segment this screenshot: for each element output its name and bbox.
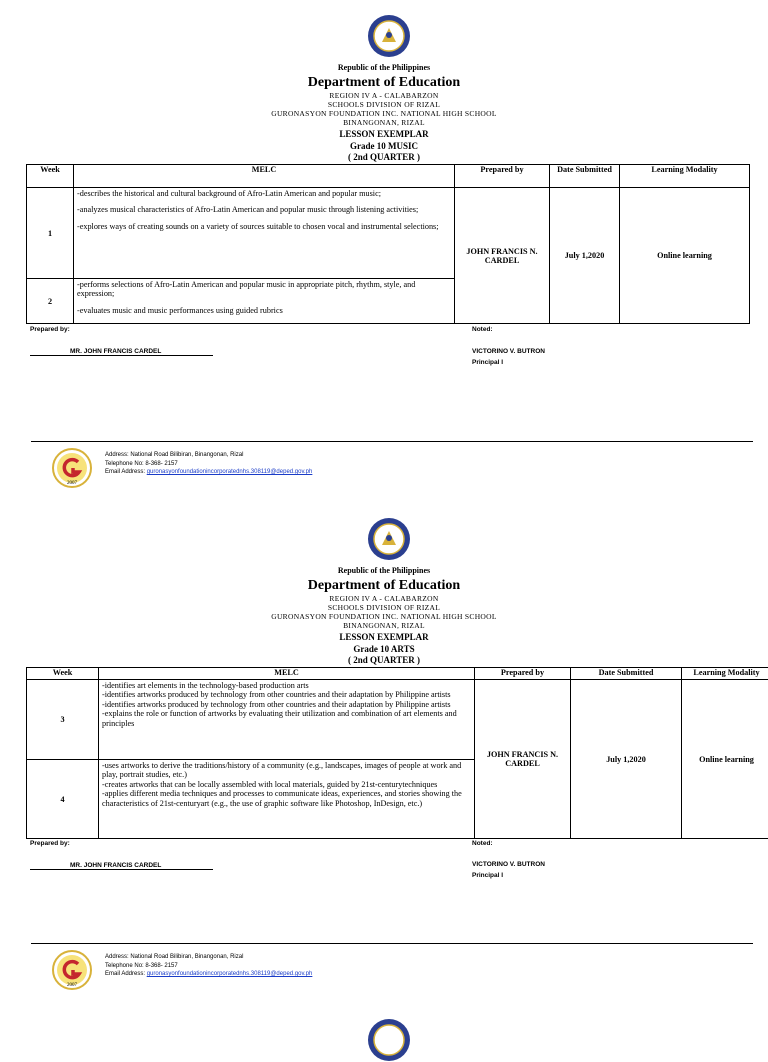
col-week: Week xyxy=(27,668,99,680)
school-logo-icon xyxy=(52,950,92,990)
col-learning-modality: Learning Modality xyxy=(682,668,768,680)
date-cell: July 1,2020 xyxy=(550,188,620,324)
deped-seal-icon xyxy=(367,517,411,561)
col-melc: MELC xyxy=(99,668,475,680)
department-title: Department of Education xyxy=(0,579,768,593)
division-label: SCHOOLS DIVISION OF RIZAL xyxy=(0,101,768,109)
col-melc: MELC xyxy=(74,165,455,188)
region-label: REGION IV A - CALABARZON xyxy=(0,595,768,603)
col-date-submitted: Date Submitted xyxy=(550,165,620,188)
quarter-label: ( 2nd QUARTER ) xyxy=(0,656,768,665)
deped-seal-icon xyxy=(367,1018,411,1062)
grade-label: Grade 10 ARTS xyxy=(0,645,768,654)
quarter-label: ( 2nd QUARTER ) xyxy=(0,153,768,162)
col-prepared-by: Prepared by xyxy=(475,668,571,680)
col-date-submitted: Date Submitted xyxy=(571,668,682,680)
signature-line xyxy=(30,869,213,870)
footer-divider xyxy=(31,943,753,944)
telephone-line: Telephone No: 8-368- 2157 xyxy=(105,962,312,971)
modality-cell: Online learning xyxy=(682,680,768,839)
principal-title: Principal I xyxy=(472,359,503,366)
email-label: Email Address: xyxy=(105,971,147,977)
melc-item: -describes the historical and cultural background of Afro-Latin American and popular music; xyxy=(77,189,451,198)
prepared-by-cell: JOHN FRANCIS N. CARDEL xyxy=(455,188,550,324)
email-link[interactable]: guronasyonfoundationincorporatednhs.308119@deped.gov.ph xyxy=(147,469,313,475)
school-label: GURONASYON FOUNDATION INC. NATIONAL HIGH SCHOOL xyxy=(0,613,768,621)
address-line: Address: National Road Bilibiran, Binangonan, Rizal xyxy=(105,451,312,460)
principal-name: VICTORINO V. BUTRON xyxy=(472,861,545,868)
footer-contact xyxy=(105,953,312,979)
department-title: Department of Education xyxy=(0,76,768,90)
location-label: BINANGONAN, RIZAL xyxy=(0,622,768,630)
telephone-line: Telephone No: 8-368- 2157 xyxy=(105,460,312,469)
signature-line xyxy=(30,355,213,356)
prepared-by-cell: JOHN FRANCIS N. CARDEL xyxy=(475,680,571,839)
email-label: Email Address: xyxy=(105,469,147,475)
melc-item: -uses artworks to derive the traditions/history of a community (e.g., landscapes, images of people at work and play, portrait studies, etc.) xyxy=(102,761,471,780)
melc-cell xyxy=(74,188,455,279)
logo-year: 2007 xyxy=(67,983,78,988)
email-link[interactable]: guronasyonfoundationincorporatednhs.308119@deped.gov.ph xyxy=(147,971,313,977)
prepared-by-label: Prepared by: xyxy=(30,840,70,847)
melc-item: -creates artworks that can be locally assembled with local materials, guided by 21st-centurytechniques xyxy=(102,780,471,789)
col-week: Week xyxy=(27,165,74,188)
exemplar-title: LESSON EXEMPLAR xyxy=(0,633,768,642)
melc-item: -analyzes musical characteristics of Afro-Latin American and popular music through listening activities; xyxy=(77,205,451,214)
melc-item: -explores ways of creating sounds on a variety of sources suitable to chosen vocal and instrumental selections; xyxy=(77,222,451,231)
email-line xyxy=(105,970,312,979)
melc-item: -identifies art elements in the technology-based production arts xyxy=(102,681,471,690)
principal-title: Principal I xyxy=(472,872,503,879)
table-row xyxy=(27,680,768,760)
exemplar-title: LESSON EXEMPLAR xyxy=(0,130,768,139)
location-label: BINANGONAN, RIZAL xyxy=(0,119,768,127)
melc-table-music xyxy=(26,164,750,324)
prepared-by-label: Prepared by: xyxy=(30,326,70,333)
principal-name: VICTORINO V. BUTRON xyxy=(472,348,545,355)
grade-label: Grade 10 MUSIC xyxy=(0,142,768,151)
noted-label: Noted: xyxy=(472,326,493,333)
division-label: SCHOOLS DIVISION OF RIZAL xyxy=(0,604,768,612)
date-cell: July 1,2020 xyxy=(571,680,682,839)
preparer-name: MR. JOHN FRANCIS CARDEL xyxy=(70,348,161,355)
region-label: REGION IV A - CALABARZON xyxy=(0,92,768,100)
deped-seal-icon xyxy=(367,14,411,58)
logo-year: 2007 xyxy=(67,481,78,486)
republic-label: Republic of the Philippines xyxy=(0,567,768,575)
preparer-name: MR. JOHN FRANCIS CARDEL xyxy=(70,862,161,869)
col-prepared-by: Prepared by xyxy=(455,165,550,188)
republic-label: Republic of the Philippines xyxy=(0,64,768,72)
week-cell: 4 xyxy=(27,760,99,839)
footer-divider xyxy=(31,441,753,442)
melc-item: -performs selections of Afro-Latin American and popular music in appropriate pitch, rhythm, style, and expression; xyxy=(77,280,451,299)
noted-label: Noted: xyxy=(472,840,493,847)
melc-item: -applies different media techniques and processes to communicate ideas, experiences, and stories showing the characteristics of 21st-centuryart (e.g., the use of graphic software like Photoshop, InDesign, etc.) xyxy=(102,789,471,808)
school-label: GURONASYON FOUNDATION INC. NATIONAL HIGH SCHOOL xyxy=(0,110,768,118)
melc-item: -identifies artworks produced by technology from other countries and their adaptation by Philippine artists xyxy=(102,700,471,709)
address-line: Address: National Road Bilibiran, Binangonan, Rizal xyxy=(105,953,312,962)
melc-cell xyxy=(74,279,455,324)
melc-item: -explains the role or function of artworks by evaluating their utilization and combination of art elements and principles xyxy=(102,709,471,728)
school-logo-icon xyxy=(52,448,92,488)
email-line xyxy=(105,468,312,477)
modality-cell: Online learning xyxy=(620,188,750,324)
col-learning-modality: Learning Modality xyxy=(620,165,750,188)
week-cell: 3 xyxy=(27,680,99,760)
footer-contact xyxy=(105,451,312,477)
week-cell: 1 xyxy=(27,188,74,279)
melc-cell xyxy=(99,680,475,760)
melc-item: -evaluates music and music performances using guided rubrics xyxy=(77,306,451,315)
week-cell: 2 xyxy=(27,279,74,324)
melc-table-arts xyxy=(26,667,768,839)
melc-item: -identifies artworks produced by technology from other countries and their adaptation by Philippine artists xyxy=(102,690,471,699)
melc-cell xyxy=(99,760,475,839)
table-row xyxy=(27,188,750,279)
